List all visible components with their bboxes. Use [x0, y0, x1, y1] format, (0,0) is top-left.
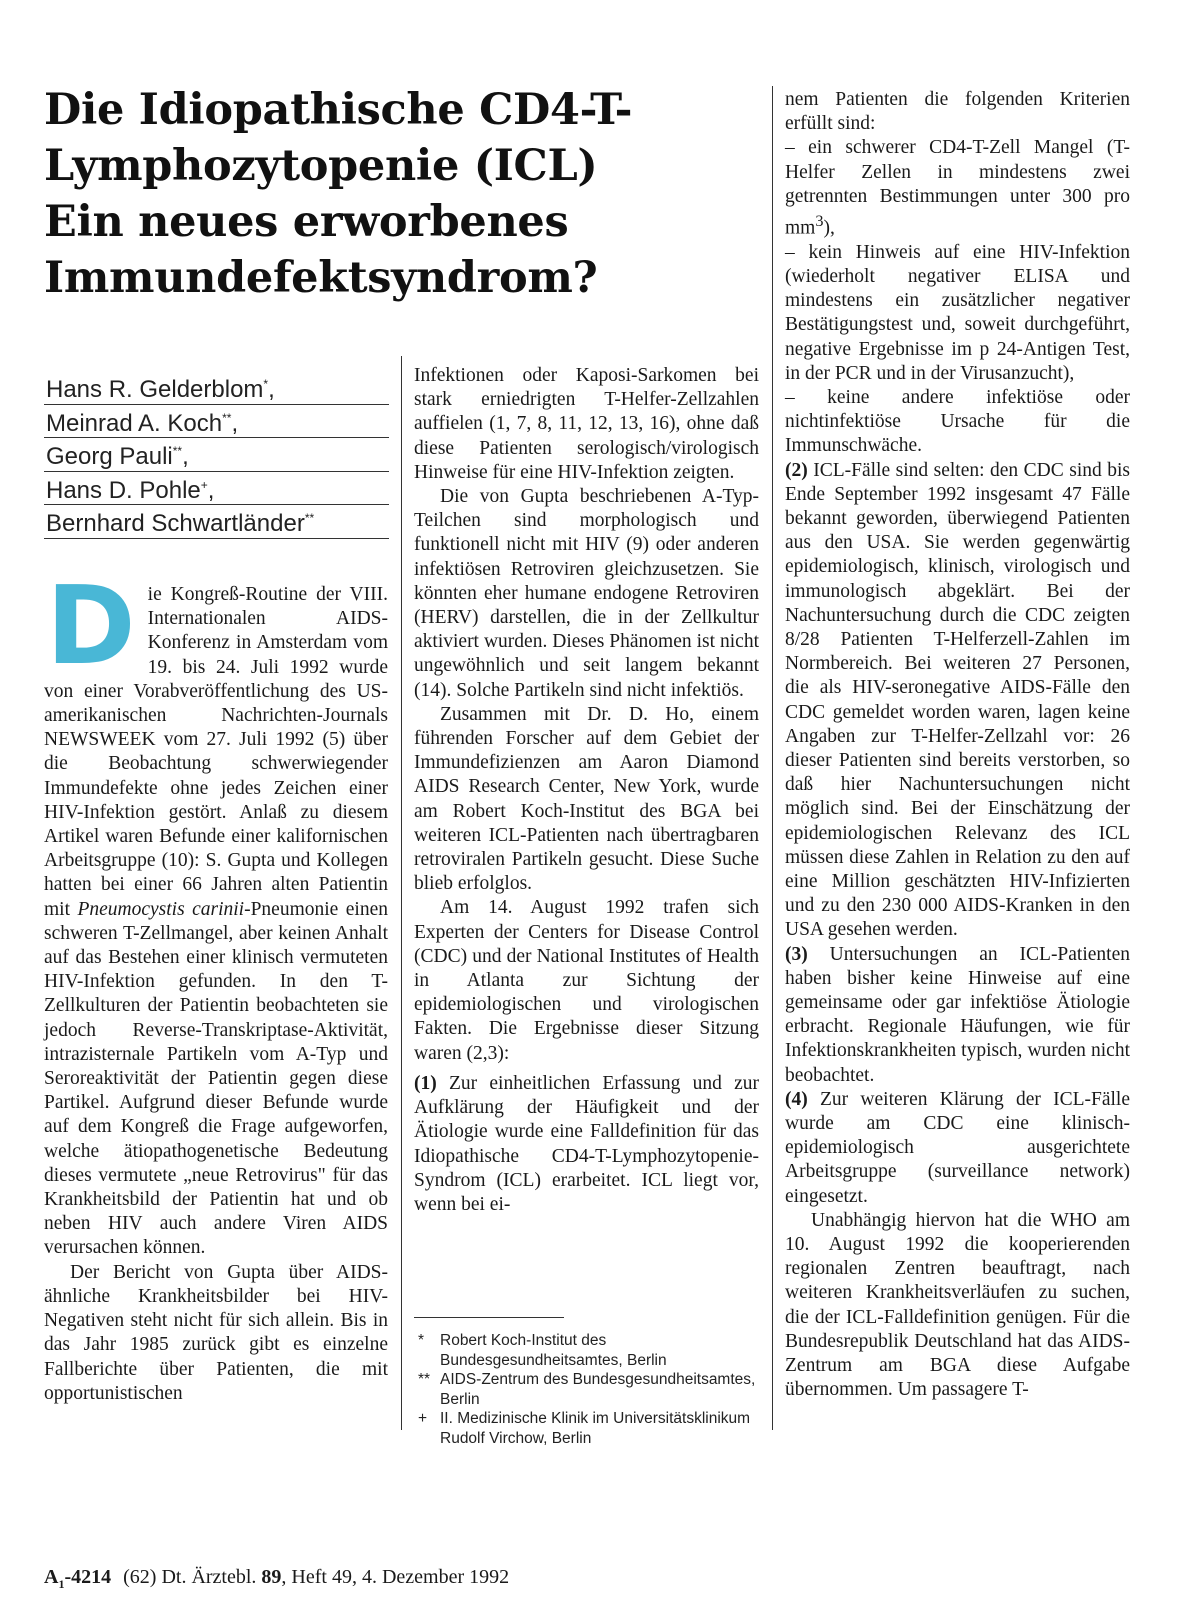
page-footer	[44, 1566, 509, 1592]
author-list	[44, 371, 389, 539]
paragraph: Die von Gupta beschriebenen A-Typ-Teilchen sind morphologisch und funktionell nicht mit HIV (9) oder anderen infektiösen Retroviren gleichzusetzen. Sie könnten eher humane endogene Retroviren (HERV) darstellen, die in der Zellkultur aktiviert wurden. Dieses Phänomen ist nicht ungewöhnlich und seit langem bekannt (14). Solche Partikeln sind nicht infektiös.	[414, 486, 759, 701]
title-line-1: Die Idiopathische CD4-T-	[44, 85, 633, 135]
title-line-4: Immundefektsyndrom?	[44, 253, 598, 303]
paragraph: Zusammen mit Dr. D. Ho, einem führenden Forscher auf dem Gebiet der Immundefizienzen am Aaron Diamond AIDS Research Center, New York, wurde am Robert Koch-Institut des BGA bei weiteren ICL-Patienten nach übertragbaren retroviralen Partikeln gesucht. Diese Suche blieb erfolglos.	[414, 703, 759, 895]
footnote: + II. Medizinische Klinik im Universitätsklinikum Rudolf Virchow, Berlin	[418, 1410, 751, 1447]
title-line-3: Ein neues erworbenes	[44, 197, 569, 247]
column-divider	[401, 356, 402, 1430]
criterion: – kein Hinweis auf eine HIV-Infektion (wiederholt negativer ELISA und mindestens ein zusätzlicher negativer Bestätigungstest und, soweit durchgeführt, negative Ergebnisse im p 24-Antigen Test, in der PCR und in der Virusanzucht),	[785, 241, 1130, 384]
paragraph: Der Bericht von Gupta über AIDS-ähnliche Krankheitsbilder bei HIV-Negativen steht nicht für sich allein. Bis in das Jahr 1985 zurück gibt es einzelne Fallberichte über Patienten, die mit opportunistischen	[44, 1261, 388, 1404]
author: Hans R. Gelderblom*,	[44, 371, 389, 405]
column-2	[414, 364, 759, 1217]
footnote: ** AIDS-Zentrum des Bundesgesundheitsamtes, Berlin	[418, 1371, 756, 1408]
author: Bernhard Schwartländer**	[44, 505, 389, 539]
author: Meinrad A. Koch**,	[44, 405, 389, 439]
criterion: – ein schwerer CD4-T-Zell Mangel (T-Helfer Zellen in mindestens zwei getrennten Bestimmungen unter 300 pro $mm^3$),	[785, 137, 1130, 239]
column-1	[44, 564, 388, 1406]
paragraph: Die Kongreß-Routine der VIII. Internationalen AIDS-Konferenz in Amsterdam vom 19. bis 24. Juli 1992 wurde von einer Vorabveröffentlichung des US-amerikanischen Nachrichten-Journals NEWSWEEK vom 27. Juli 1992 (5) über die Beobachtung schwerwiegender Immundefekte ohne jedes Zeichen einer HIV-Infektion gestört. Anlaß zu diesem Artikel waren Befunde einer kalifornischen Arbeitsgruppe (10): S. Gupta und Kollegen hatten bei einer 66 Jahren alten Patientin mit Pneumocystis carinii-Pneumonie einen schweren T-Zellmangel, aber keinen Anhalt auf das Bestehen einer klinisch vermuteten HIV-Infektion gefunden. In den T-Zellkulturen der Patientin beobachteten sie jedoch Reverse-Transkriptase-Aktivität, intrazisternale Partikeln vom A-Typ und Seroreaktivität der Patientin gegen diese Partikel. Aufgrund dieser Befunde wurde auf dem Kongreß die Frage aufgeworfen, welche ätiopathogenetische Bedeutung dieses vermutete „neue Retrovirus" für das Krankheitsbild der Patientin hat und ob neben HIV auch andere Viren AIDS verursachen können.	[44, 564, 388, 1259]
footnote-rule	[414, 1317, 564, 1318]
paragraph: (3) Untersuchungen an ICL-Patienten haben bisher keine Hinweise auf eine gemeinsame oder gar infektiöse Ätiologie erbracht. Regionale Häufungen, wie für Infektionskrankheiten typisch, wurden nicht beobachtet.	[785, 943, 1130, 1086]
column-divider	[772, 86, 773, 1430]
paragraph: Unabhängig hiervon hat die WHO am 10. August 1992 die kooperierenden regionalen Zentren beauftragt, nach weiteren Krankheitsverläufen zu suchen, die der ICL-Falldefinition genügen. Für die Bundesrepublik Deutschland hat das AIDS-Zentrum am BGA diese Aufgabe übernommen. Um passagere T-	[785, 1209, 1130, 1401]
paragraph: (1) Zur einheitlichen Erfassung und zur Aufklärung der Häufigkeit und der Ätiologie wurde eine Falldefinition für das Idiopathische CD4-T-Lymphozytopenie-Syndrom (ICL) erarbeitet. ICL liegt vor, wenn bei ei-	[414, 1072, 759, 1215]
footnote: * Robert Koch-Institut des Bundesgesundheitsamtes, Berlin	[418, 1332, 667, 1369]
paragraph: (2) ICL-Fälle sind selten: den CDC sind bis Ende September 1992 insgesamt 47 Fälle bekannt geworden, überwiegend Patienten aus den USA. Sie werden gegenwärtig epidemiologisch, klinisch, virologisch und immunologisch abgeklärt. Bei der Nachuntersuchung durch die CDC zeigten 8/28 Patienten T-Helferzell-Zahlen im Normbereich. Bei weiteren 27 Personen, die als HIV-seronegative AIDS-Fälle den CDC gemeldet worden waren, lagen keine Angaben zur T-Helfer-Zellzahl vor: 26 dieser Patienten sind bereits verstorben, so daß hier Nachuntersuchungen nicht möglich sind. Bei der Einschätzung der epidemiologischen Relevanz des ICL müssen diese Zahlen in Relation zu den auf eine Million geschätzten HIV-Infizierten und zu den 230 000 AIDS-Kranken in den USA gesehen werden.	[785, 459, 1130, 941]
paragraph: Am 14. August 1992 trafen sich Experten der Centers for Disease Control (CDC) und der National Institutes of Health in Atlanta zur Sichtung der epidemiologischen und virologischen Fakten. Die Ergebnisse dieser Sitzung waren (2,3):	[414, 897, 759, 1064]
criterion: – keine andere infektiöse oder nichtinfektiöse Ursache für die Immunschwäche.	[785, 386, 1130, 457]
author: Hans D. Pohle+,	[44, 472, 389, 506]
paragraph: nem Patienten die folgenden Kriterien erfüllt sind:	[785, 89, 1130, 135]
column-3	[785, 88, 1130, 1402]
footnotes	[414, 1331, 759, 1448]
paragraph: Infektionen oder Kaposi-Sarkomen bei stark erniedrigten T-Helfer-Zellzahlen auffielen (1, 7, 8, 11, 12, 13, 16), ohne daß diese Patienten serologisch/virologisch Hinweise für eine HIV-Infektion zeigten.	[414, 365, 759, 483]
title-line-2: Lymphozytopenie (ICL)	[44, 141, 598, 191]
page-number: $A_1-4214$	[44, 1566, 112, 1591]
article-title	[44, 82, 744, 306]
drop-cap: D	[46, 564, 136, 689]
paragraph: (4) Zur weiteren Klärung der ICL-Fälle wurde am CDC eine klinisch-epidemiologisch ausgerichtete Arbeitsgruppe (surveillance network) eingesetzt.	[785, 1088, 1130, 1207]
citation: (62) Dt. Ärztebl. 89, Heft 49, 4. Dezember 1992	[123, 1566, 510, 1588]
author: Georg Pauli**,	[44, 438, 389, 472]
